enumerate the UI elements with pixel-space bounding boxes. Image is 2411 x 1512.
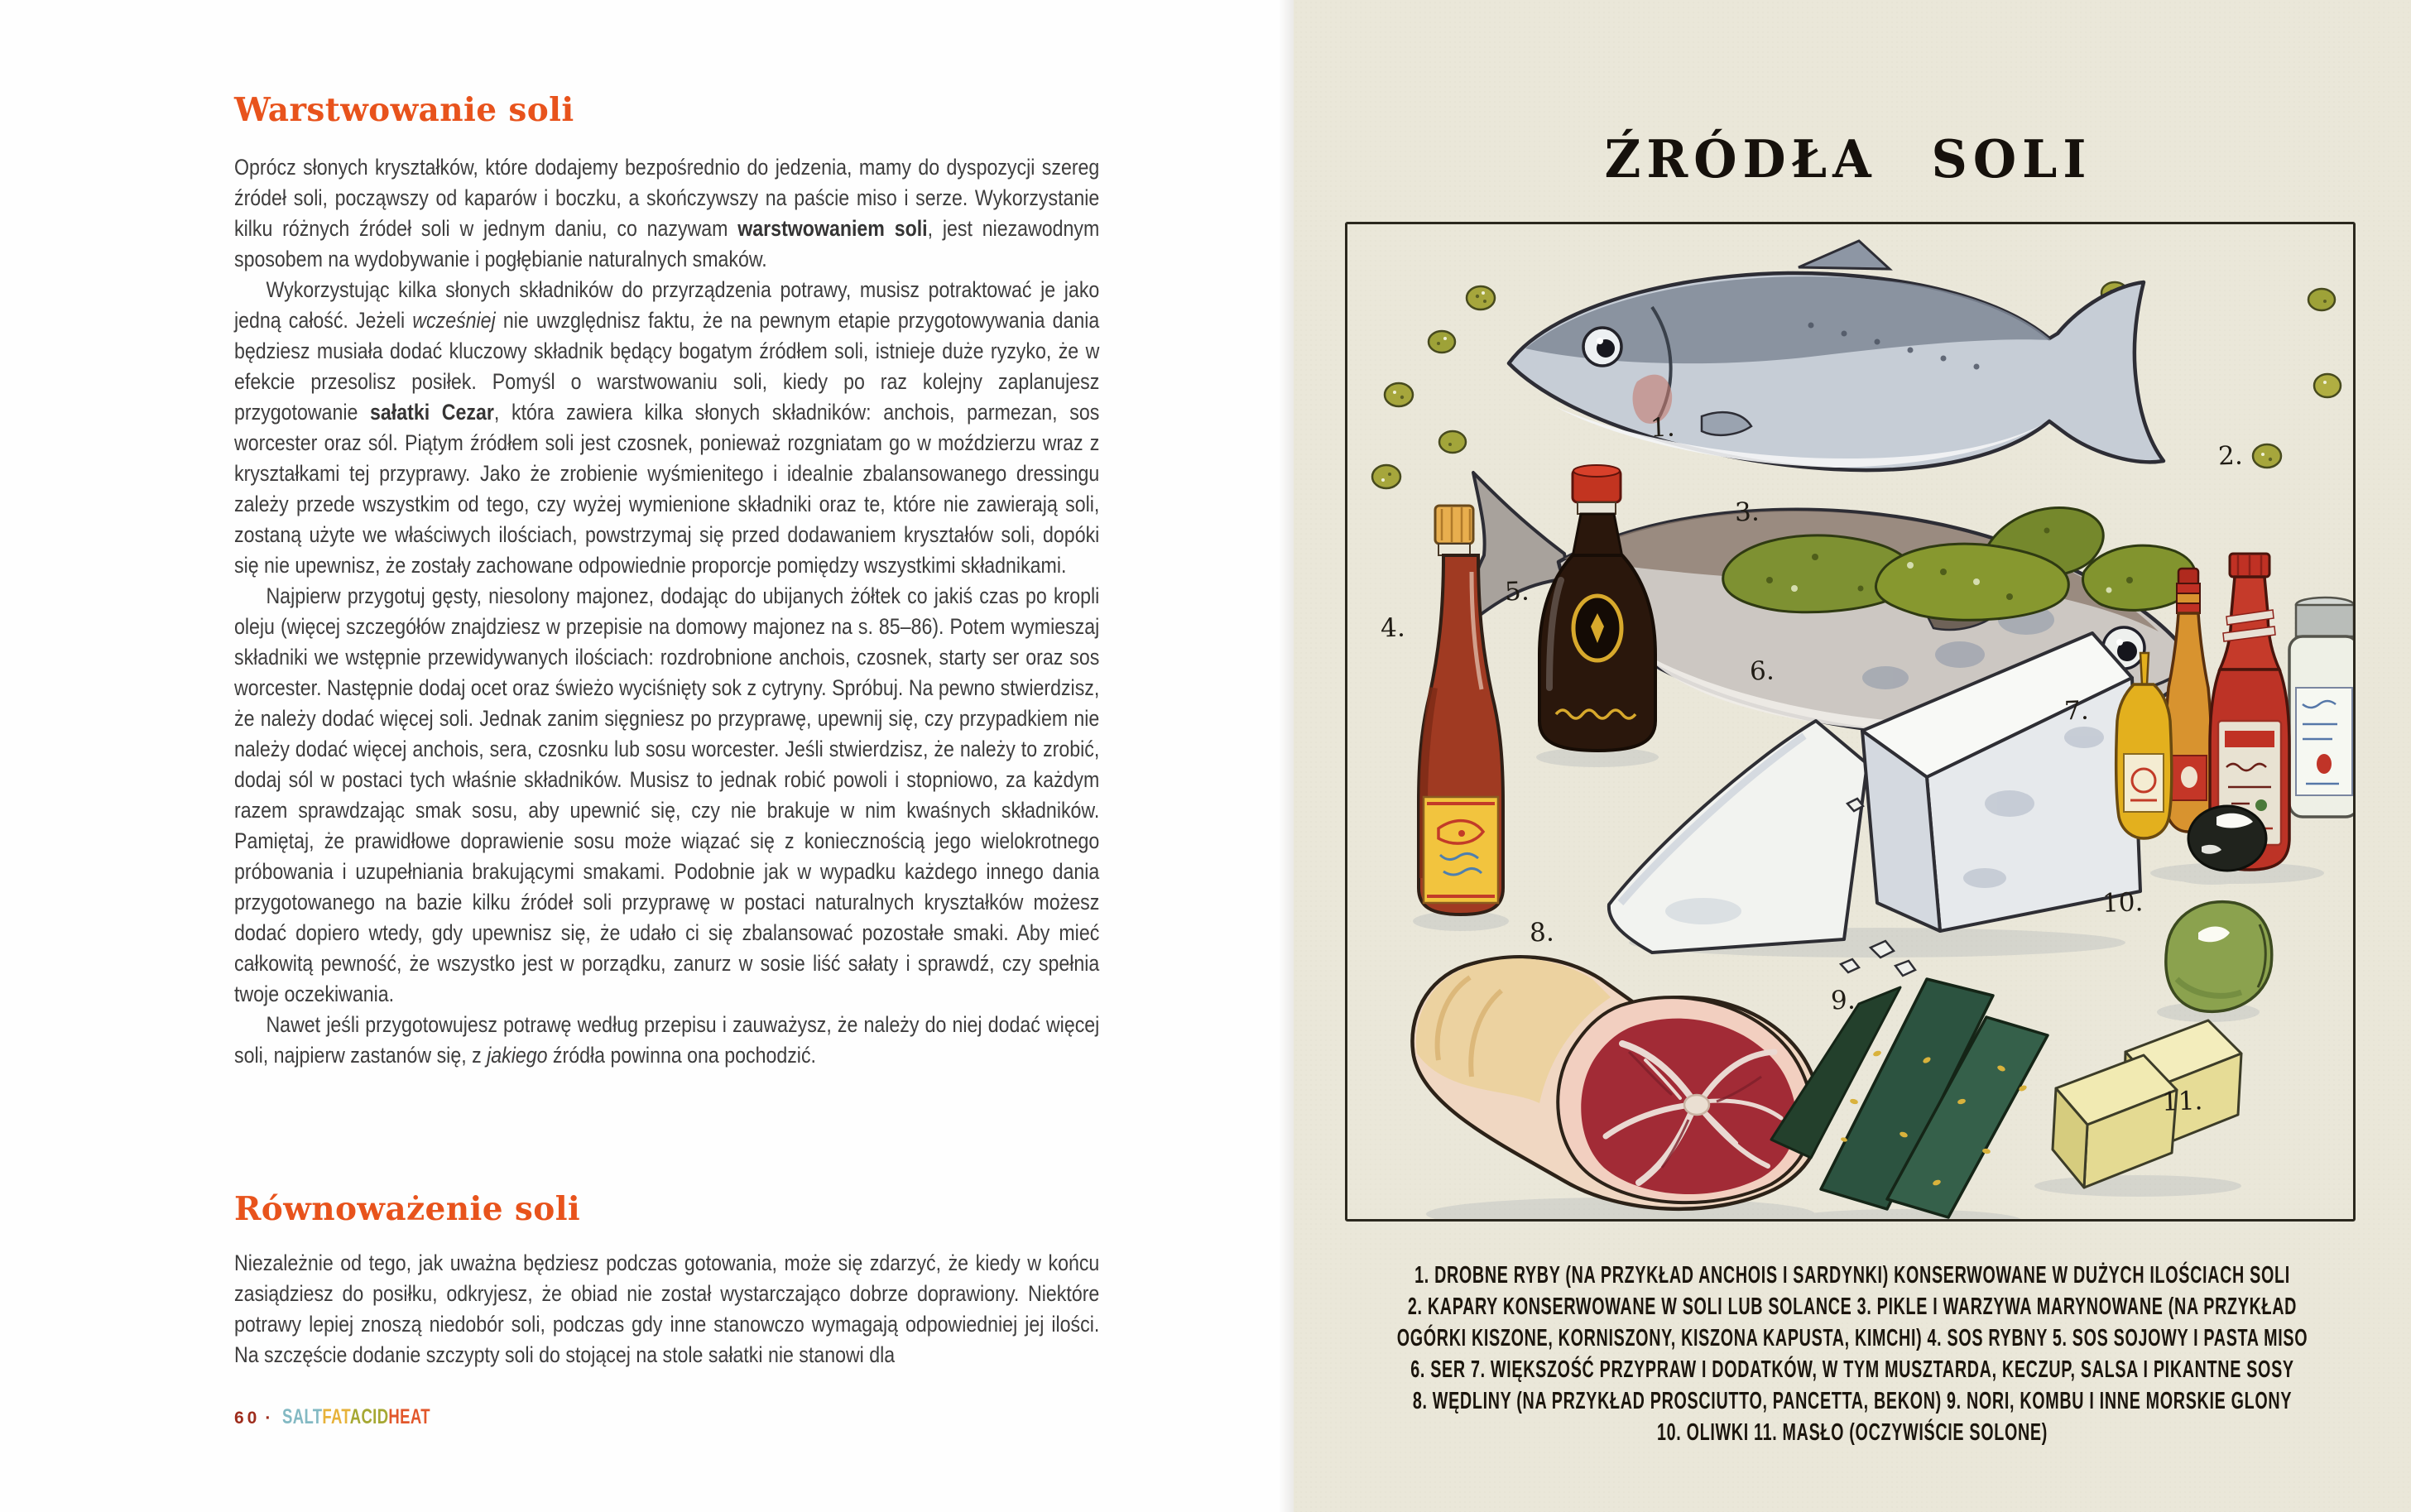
paragraph-text: , jest niezawodnym sposobem na wydobywanie i pogłębianie naturalnych smaków. — [234, 216, 1100, 271]
illustration-panel — [1345, 222, 2356, 1222]
caption-line: OGÓRKI KISZONE, KORNISZONY, KISZONA KAPUSTA, KIMCHI) 4. SOS RYBNY 5. SOS SOJOWY I PASTA MISO — [1396, 1325, 2308, 1351]
caption-line: 2. KAPARY KONSERWOWANE W SOLI LUB SOLANCE 3. PIKLE I WARZYWA MARYNOWANE (NA PRZYKŁAD — [1407, 1294, 2298, 1320]
page-footer — [234, 1405, 483, 1429]
caption-line: 10. OLIWKI 11. MASŁO (OCZYWIŚCIE SOLONE) — [1656, 1419, 2048, 1446]
butter-blocks-illustration — [2053, 1020, 2241, 1188]
paragraph-text: Nawet jeśli przygotowujesz potrawę według przepisu i zauważysz, że należy do niej dodać więcej soli, najpierw zastanów się, z — [234, 1012, 1100, 1068]
paragraph-text: Niezależnie od tego, jak uważna będziesz podczas gotowania, może się zdarzyć, że kiedy w końcu zasiądziesz do posiłku, odkryjesz, że obiad nie został wystarczająco dobrze doprawiony. Niektóre potrawy lepiej znoszą niedobór soli, podczas gdy inne stanowczo wymagają odpowiedniej jej ilości. Na szczęście dodanie szczypty soli do stojącej na stole sałatki nie stanowi dla — [234, 1250, 1100, 1367]
item-label-6: 6. — [1749, 655, 1775, 687]
paragraph-text: Wykorzystując kilka słonych składników do przyrządzenia potrawy, musisz potraktować je jako jedną całość. Jeżeli — [234, 277, 1100, 333]
paragraph-3 — [234, 581, 1099, 1010]
green-olive-illustration — [2166, 902, 2272, 1012]
logo-word-acid: ACID — [350, 1405, 389, 1428]
mayonnaise-jar-illustration — [2289, 598, 2353, 817]
nori-sheets-illustration — [1771, 979, 2048, 1217]
soy-sauce-bottle-illustration — [1539, 465, 1655, 751]
item-label-3: 3. — [1734, 497, 1760, 528]
salt-sources-illustration — [1347, 224, 2353, 1219]
book-logo — [282, 1405, 430, 1429]
item-label-2: 2. — [2217, 440, 2244, 472]
ham-illustration — [1412, 957, 1821, 1209]
paragraph-text: Oprócz słonych kryształków, które dodajemy bezpośrednio do jedzenia, mamy do dyspozycji szereg źródeł soli, począwszy od kaparów i boczku, a skończywszy na paście miso i serze. Wykorzystanie kilku różnych źródeł soli w jednym daniu, co nazywam — [234, 155, 1100, 241]
item-label-10: 10. — [2101, 887, 2144, 919]
caption-line: 1. DROBNE RYBY (NA PRZYKŁAD ANCHOIS I SARDYNKI) KONSERWOWANE W DUŻYCH ILOŚCIACH SOLI — [1414, 1262, 2290, 1289]
black-olive-illustration — [2188, 806, 2266, 871]
paragraph-text: , która zawiera kilka słonych składników: anchois, parmezan, sos worcester oraz sól. Piątym źródłem soli jest czosnek, ponieważ rozgniatam go w moździerzu wraz z kryształkami tej przyprawy. Jako że zrobienie wyśmienitego i idealnie zbalansowanego dressingu zależy przede wszystkim od tego, czy wyżej wymienione składniki oraz te, które nie zawierają soli, zostaną użyte we właściwych ilościach, powstrzymaj się przed dodawaniem kryształów soli, dopóki się nie upewnisz, że zostały zachowane odpowiednie proporcje pomiędzy wszystkimi składnikami. — [234, 400, 1100, 578]
body-text-block-2 — [234, 1248, 1099, 1370]
logo-word-salt: SALT — [282, 1405, 323, 1428]
item-label-4: 4. — [1380, 612, 1406, 644]
paragraph-5 — [234, 1248, 1099, 1370]
paragraph-text: źródła powinna ona pochodzić. — [547, 1043, 816, 1068]
paragraph-text: Najpierw przygotuj gęsty, niesolony majonez, dodając do ubijanych żółtek co jakiś czas po kropli oleju (więcej szczegółów znajdziesz w przepisie na domowy majonez na s. 85–86). Potem wymieszaj składniki we wstępnie przewidywanych ilościach: rozdrobnione anchois, czosnek, starty ser oraz sos worcester. Następnie dodaj ocet oraz świeżo wyciśnięty sok z cytryny. Spróbuj. Na pewno stwierdzisz, że należy dodać więcej soli. Jednak zanim sięgniesz po przyprawę, upewnij się, czy przypadkiem nie należy dodać więcej anchois, sera, czosnku lub sosu worcester. Jeśli stwierdzisz, że należy to zrobić, dodaj sól w postaci tych właśnie składników. Musisz to jednak robić powoli i stopniowo, za każdym razem sprawdzając smak sosu, aby upewnić się, czy nie brakuje w nim kwaśnych składników. Pamiętaj, że prawidłowe doprawienie sosu może wiązać się z koniecznością jego wielokrotnego próbowania i uzupełniania brakującymi smakami. Podobnie jak w wypadku każdego innego dania przygotowanego na bazie kilku źródeł soli przyprawę w postaci naturalnych kryształków możesz dodać dopiero wtedy, gdy upewnisz się, że udało ci się zbalansować pozostałe smaki. Aby mieć całkowitą pewność, że wszystko jest w porządku, zanurz w sosie liść sałaty i sprawdź, czy spełnia twoje oczekiwania. — [234, 583, 1100, 1006]
paragraph-4 — [234, 1010, 1099, 1071]
sardine-upper-illustration — [1509, 241, 2164, 470]
item-label-1: 1. — [1650, 412, 1676, 444]
right-page — [1294, 0, 2411, 1512]
paragraph-2 — [234, 275, 1099, 581]
body-text-block — [234, 152, 1099, 1071]
illustration-title: ŹRÓDŁA SOLI — [1604, 129, 2092, 190]
italic-term: wcześniej — [412, 308, 496, 333]
paragraph-1 — [234, 152, 1099, 275]
illustration-caption — [1278, 1260, 2411, 1448]
italic-term: jakiego — [487, 1043, 548, 1068]
item-label-7: 7. — [2063, 695, 2090, 727]
item-label-5: 5. — [1504, 576, 1530, 607]
item-label-8: 8. — [1529, 917, 1555, 948]
logo-word-heat: HEAT — [388, 1405, 431, 1428]
section-heading-rownowazenie-soli: Równoważenie soli — [234, 1190, 581, 1228]
bold-term-salatka-cezar: sałatki Cezar — [370, 400, 494, 425]
page-number: 60 — [234, 1409, 261, 1428]
bold-term-warstwowanie: warstwowaniem soli — [737, 216, 928, 241]
paragraph-text: nie uwzględnisz faktu, że na pewnym etapie przygotowywania dania będziesz musiała dodać kluczowy składnik będący bogatym źródłem soli, istnieje duże ryzyko, że w efekcie przesolisz posiłek. Pomyśl o warstwowaniu soli, kiedy po raz kolejny zaplanujesz przygotowanie — [234, 308, 1100, 425]
footer-separator-dot: · — [265, 1409, 271, 1428]
logo-word-fat: FAT — [322, 1405, 351, 1428]
caption-line: 6. SER 7. WIĘKSZOŚĆ PRZYPRAW I DODATKÓW, W TYM MUSZTARDA, KECZUP, SALSA I PIKANTNE SOSY — [1410, 1356, 2294, 1383]
item-label-9: 9. — [1830, 985, 1856, 1016]
item-label-11: 11. — [2161, 1086, 2203, 1117]
butter-block-front — [2053, 1055, 2177, 1188]
caption-line: 8. WĘDLINY (NA PRZYKŁAD PROSCIUTTO, PANCETTA, BEKON) 9. NORI, KOMBU I INNE MORSKIE GLONY — [1412, 1388, 2293, 1414]
section-heading-warstwowanie-soli: Warstwowanie soli — [234, 91, 574, 129]
